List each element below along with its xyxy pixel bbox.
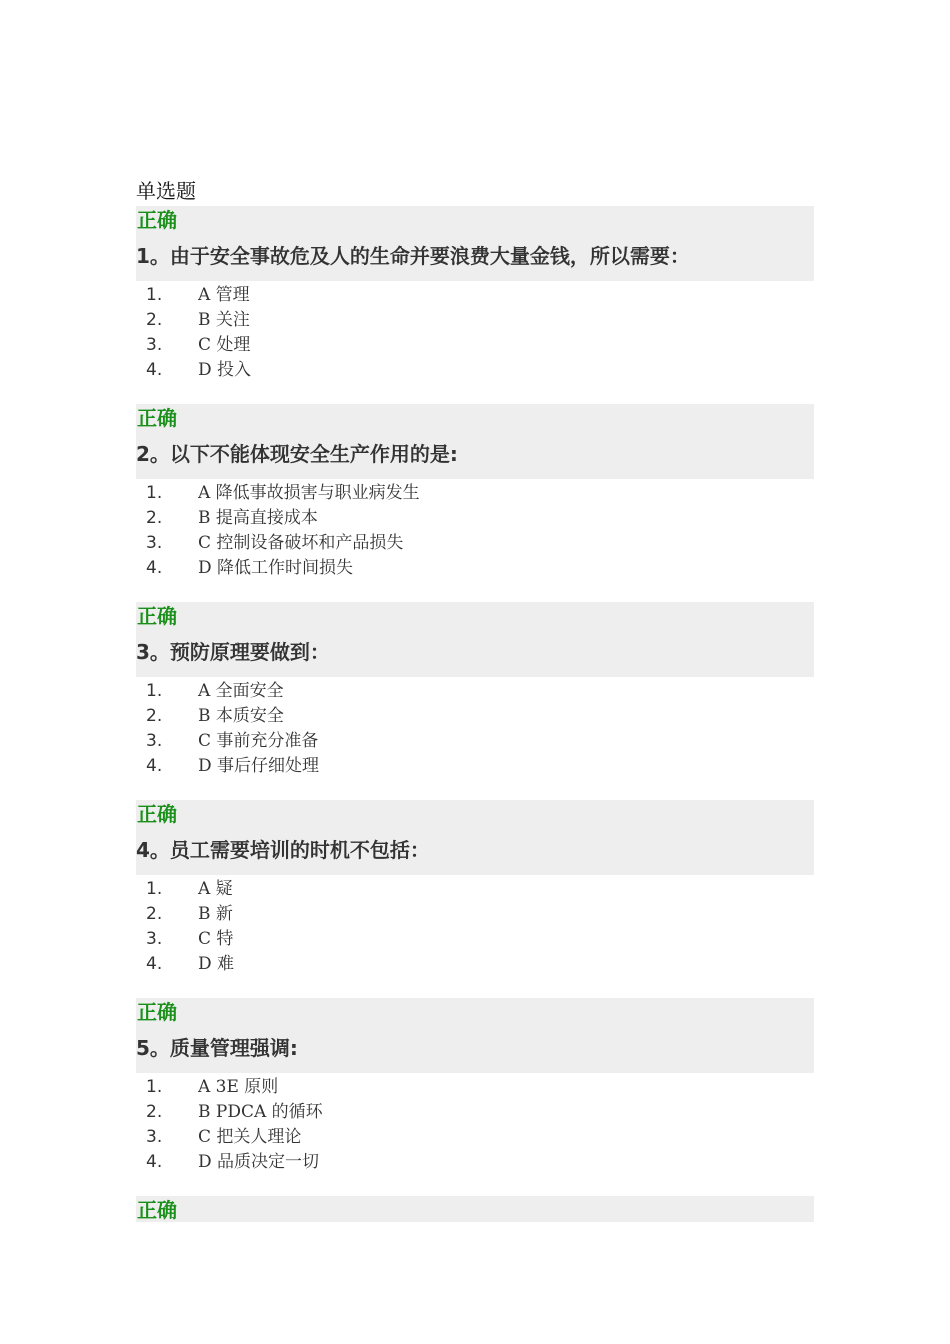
option-list <box>136 283 814 404</box>
option-item[interactable] <box>136 1075 814 1100</box>
option-label: C 把关人理论 <box>198 1127 302 1147</box>
option-number: 4. <box>146 1152 163 1172</box>
quiz-page <box>136 176 814 1222</box>
status-badge: 正确 <box>137 406 177 430</box>
option-item[interactable] <box>136 902 814 927</box>
question-text: 2。以下不能体现安全生产作用的是: <box>136 442 458 466</box>
option-list <box>136 877 814 998</box>
option-label: A 3E 原则 <box>198 1077 279 1097</box>
option-item[interactable] <box>136 952 814 977</box>
question-header <box>136 998 814 1073</box>
question-1 <box>136 206 814 404</box>
option-list <box>136 679 814 800</box>
question-header <box>136 800 814 875</box>
option-item[interactable] <box>136 1100 814 1125</box>
option-item[interactable] <box>136 704 814 729</box>
option-number: 1. <box>146 1077 163 1097</box>
option-label: C 处理 <box>198 335 251 355</box>
option-number: 1. <box>146 879 163 899</box>
option-number: 4. <box>146 954 163 974</box>
question-5 <box>136 998 814 1196</box>
option-item[interactable] <box>136 308 814 333</box>
option-item[interactable] <box>136 481 814 506</box>
option-number: 2. <box>146 1102 163 1122</box>
question-text: 1。由于安全事故危及人的生命并要浪费大量金钱，所以需要： <box>136 244 690 268</box>
option-label: B 本质安全 <box>198 706 284 726</box>
question-4 <box>136 800 814 998</box>
option-number: 1. <box>146 483 163 503</box>
option-item[interactable] <box>136 556 814 581</box>
status-badge: 正确 <box>137 604 177 628</box>
option-label: A 疑 <box>198 879 233 899</box>
option-number: 4. <box>146 558 163 578</box>
option-number: 2. <box>146 508 163 528</box>
option-number: 2. <box>146 706 163 726</box>
option-label: C 控制设备破坏和产品损失 <box>198 533 404 553</box>
option-item[interactable] <box>136 333 814 358</box>
question-text: 5。质量管理强调: <box>136 1036 298 1060</box>
option-number: 2. <box>146 310 163 330</box>
option-item[interactable] <box>136 877 814 902</box>
status-badge: 正确 <box>137 802 177 826</box>
question-text: 4。员工需要培训的时机不包括： <box>136 838 430 862</box>
status-badge: 正确 <box>137 1198 177 1222</box>
option-list <box>136 481 814 602</box>
option-label: D 投入 <box>198 360 252 380</box>
option-item[interactable] <box>136 358 814 383</box>
option-item[interactable] <box>136 1125 814 1150</box>
status-badge: 正确 <box>137 208 177 232</box>
option-label: C 事前充分准备 <box>198 731 319 751</box>
option-number: 3. <box>146 533 163 553</box>
option-item[interactable] <box>136 506 814 531</box>
option-number: 3. <box>146 929 163 949</box>
option-number: 3. <box>146 335 163 355</box>
option-list <box>136 1075 814 1196</box>
option-number: 4. <box>146 756 163 776</box>
option-label: D 事后仔细处理 <box>198 756 320 776</box>
option-number: 1. <box>146 681 163 701</box>
option-label: B 关注 <box>198 310 250 330</box>
option-number: 1. <box>146 285 163 305</box>
option-label: A 降低事故损害与职业病发生 <box>198 483 420 503</box>
option-label: B PDCA 的循环 <box>198 1102 323 1122</box>
option-number: 4. <box>146 360 163 380</box>
option-label: A 管理 <box>198 285 250 305</box>
option-label: B 提高直接成本 <box>198 508 318 528</box>
option-item[interactable] <box>136 927 814 952</box>
question-6-header <box>136 1196 814 1222</box>
option-label: C 特 <box>198 929 234 949</box>
question-text: 3。预防原理要做到： <box>136 640 330 664</box>
option-label: D 难 <box>198 954 235 974</box>
option-item[interactable] <box>136 754 814 779</box>
section-title: 单选题 <box>136 179 196 203</box>
question-header <box>136 404 814 479</box>
question-header <box>136 206 814 281</box>
option-item[interactable] <box>136 531 814 556</box>
option-number: 2. <box>146 904 163 924</box>
question-header <box>136 602 814 677</box>
option-label: A 全面安全 <box>198 681 284 701</box>
option-label: D 品质决定一切 <box>198 1152 320 1172</box>
option-item[interactable] <box>136 1150 814 1175</box>
option-item[interactable] <box>136 283 814 308</box>
option-label: D 降低工作时间损失 <box>198 558 354 578</box>
option-number: 3. <box>146 731 163 751</box>
question-3 <box>136 602 814 800</box>
option-number: 3. <box>146 1127 163 1147</box>
option-label: B 新 <box>198 904 233 924</box>
option-item[interactable] <box>136 679 814 704</box>
question-2 <box>136 404 814 602</box>
status-badge: 正确 <box>137 1000 177 1024</box>
option-item[interactable] <box>136 729 814 754</box>
